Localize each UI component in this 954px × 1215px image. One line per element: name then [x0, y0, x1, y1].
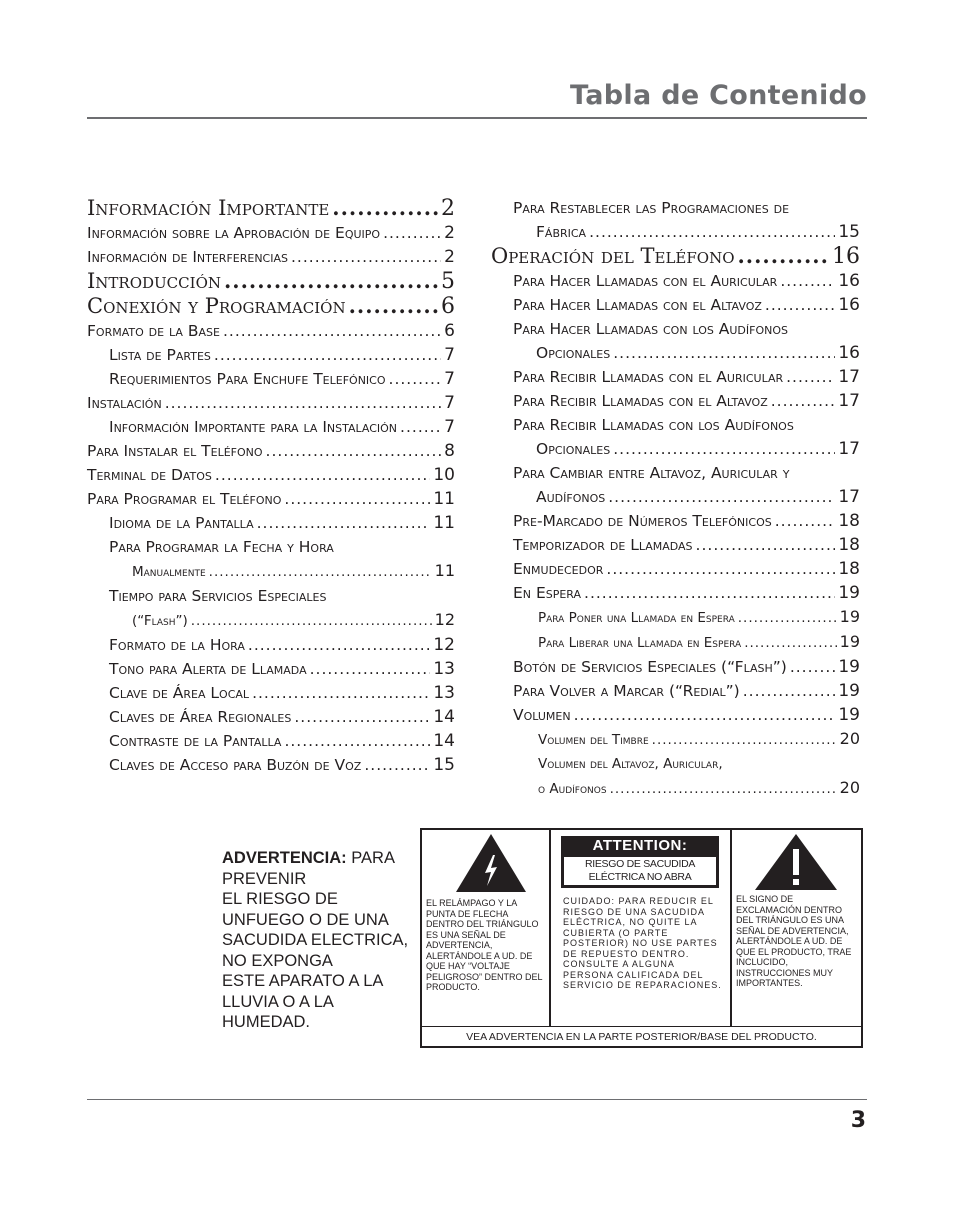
toc-entry — [491, 389, 860, 413]
toc-entry-title: Audífonos — [536, 488, 606, 506]
lightning-triangle-icon — [455, 833, 527, 893]
toc-leader-dots — [584, 581, 835, 605]
toc-entry-page: 7 — [444, 393, 455, 413]
toc-entry-page: 14 — [433, 707, 455, 727]
toc-entry — [87, 415, 455, 439]
toc-entry-page: 2 — [441, 196, 455, 221]
toc-entry — [491, 776, 860, 801]
toc-entry-title: Información Importante — [87, 196, 330, 220]
safety-warning-box — [420, 828, 863, 1048]
toc-entry-page: 16 — [832, 244, 860, 269]
toc-entry-page: 5 — [441, 269, 455, 294]
toc-leader-dots — [608, 485, 835, 509]
lightning-warning-text: EL RELÁMPAGO Y LA PUNTA DE FLECHA DENTRO DEL TRIÁNGULO ES UNA SEÑAL DE ADVERTENCIA, ALERTÁNDOLE A UD. DE QUE HAY “VOLTAJE PELIGROSO” DENTRO DEL PRODUCTO. — [426, 898, 543, 992]
toc-entry — [87, 633, 455, 657]
toc-entry — [491, 727, 860, 752]
toc-entry — [491, 293, 860, 317]
footer-rule — [87, 1099, 867, 1100]
toc-entry-title: Clave de Área Local — [109, 684, 250, 702]
toc-entry — [491, 679, 860, 703]
toc-entry-page: 15 — [433, 755, 455, 775]
toc-entry-title: Tiempo para Servicios Especiales — [109, 587, 327, 605]
toc-entry-page: 20 — [839, 778, 860, 797]
toc-entry — [491, 485, 860, 509]
toc-entry — [491, 317, 860, 341]
toc-leader-dots — [349, 294, 438, 318]
toc-leader-dots — [775, 509, 836, 533]
toc-entry-page: 7 — [444, 417, 455, 437]
toc-leader-dots — [215, 463, 430, 487]
toc-entry-page: 6 — [444, 321, 455, 341]
page-title: Tabla de Contenido — [570, 80, 867, 111]
toc-entry — [491, 630, 860, 655]
toc-entry-page: 8 — [444, 441, 455, 461]
toc-entry-page: 11 — [433, 513, 455, 533]
header-rule — [87, 117, 867, 119]
page-number: 3 — [850, 1108, 866, 1133]
toc-entry — [491, 220, 860, 244]
toc-entry-title: Para Hacer Llamadas con el Altavoz — [513, 296, 762, 314]
toc-entry — [87, 511, 455, 535]
toc-entry-page: 15 — [838, 222, 860, 242]
advertencia-text-3: ESTE APARATO A LA LLUVIA O A LA HUMEDAD. — [222, 972, 383, 1031]
toc-leader-dots — [224, 269, 438, 293]
toc-entry — [491, 655, 860, 679]
toc-entry — [491, 752, 860, 776]
toc-entry-title: Para Recibir Llamadas con el Altavoz — [513, 392, 768, 410]
toc-entry — [491, 196, 860, 220]
toc-leader-dots — [284, 729, 430, 753]
toc-leader-dots — [383, 221, 441, 245]
toc-entry-title: Formato de la Base — [87, 322, 220, 340]
toc-entry — [87, 729, 455, 753]
toc-entry-title: Para Liberar una Llamada en Espera — [538, 635, 742, 651]
toc-entry — [491, 244, 860, 269]
toc-entry-page: 17 — [838, 487, 860, 507]
toc-leader-dots — [613, 437, 835, 461]
toc-right-column — [491, 196, 860, 801]
toc-entry-title: Idioma de la Pantalla — [109, 514, 254, 532]
toc-entry — [87, 221, 455, 245]
toc-entry — [491, 509, 860, 533]
toc-entry-title: Pre-Marcado de Números Telefónicos — [513, 512, 772, 530]
toc-entry — [87, 535, 455, 559]
toc-entry — [491, 269, 860, 293]
toc-entry-title: Para Restablecer las Programaciones de — [513, 199, 790, 217]
toc-entry-page: 19 — [838, 681, 860, 701]
toc-entry — [491, 581, 860, 605]
toc-entry-title: Operación del Teléfono — [491, 244, 735, 268]
toc-leader-dots — [652, 728, 837, 752]
warning-footer: VEA ADVERTENCIA EN LA PARTE POSTERIOR/BASE DEL PRODUCTO. — [422, 1026, 861, 1049]
toc-entry — [87, 705, 455, 729]
toc-entry — [87, 657, 455, 681]
toc-leader-dots — [606, 557, 835, 581]
toc-entry-title: En Espera — [513, 584, 582, 602]
toc-entry-title: Contraste de la Pantalla — [109, 732, 282, 750]
toc-entry — [491, 605, 860, 630]
toc-entry-page: 13 — [433, 659, 455, 679]
toc-leader-dots — [738, 244, 830, 268]
toc-entry-title: o Audífonos — [538, 781, 607, 797]
toc-leader-dots — [780, 269, 835, 293]
toc-entry-page: 6 — [441, 294, 455, 319]
toc-entry-title: Para Volver a Marcar (“Redial”) — [513, 682, 740, 700]
toc-entry-title: Formato de la Hora — [109, 636, 245, 654]
toc-entry — [87, 319, 455, 343]
toc-entry-page: 17 — [838, 439, 860, 459]
toc-entry — [87, 681, 455, 705]
toc-entry-page: 18 — [838, 535, 860, 555]
toc-entry — [87, 245, 455, 269]
toc-leader-dots — [364, 753, 430, 777]
toc-entry-page: 18 — [838, 511, 860, 531]
toc-entry — [87, 463, 455, 487]
toc-leader-dots — [771, 389, 836, 413]
toc-leader-dots — [743, 679, 836, 703]
toc-entry-title: Instalación — [87, 394, 162, 412]
toc-entry-page: 19 — [838, 583, 860, 603]
toc-entry-title: Manualmente — [132, 564, 206, 580]
toc-leader-dots — [214, 343, 441, 367]
toc-entry-page: 20 — [839, 729, 860, 748]
toc-entry-title: Volumen del Timbre — [538, 732, 649, 748]
toc-leader-dots — [248, 633, 430, 657]
toc-entry-title: Información sobre la Aprobación de Equipo — [87, 224, 381, 242]
toc-leader-dots — [209, 560, 432, 584]
toc-entry-title: Lista de Partes — [109, 346, 211, 364]
toc-entry-title: Para Programar el Teléfono — [87, 490, 282, 508]
toc-entry-page: 11 — [433, 489, 455, 509]
toc-leader-dots — [165, 391, 441, 415]
toc-entry-title: Para Cambiar entre Altavoz, Auricular y — [513, 464, 790, 482]
toc-entry-title: Conexión y Programación — [87, 294, 346, 318]
toc-entry — [87, 269, 455, 294]
exclamation-warning-cell — [732, 830, 863, 1026]
toc-leader-dots — [284, 487, 430, 511]
toc-entry-title: (“Flash”) — [132, 613, 188, 629]
toc-entry-page: 17 — [838, 391, 860, 411]
attention-subtitle: RIESGO DE SACUDIDA ELÉCTRICA NO ABRA — [564, 857, 716, 885]
toc-leader-dots — [744, 631, 836, 655]
toc-entry-page: 17 — [838, 367, 860, 387]
toc-entry-page: 12 — [433, 635, 455, 655]
toc-entry-page: 19 — [839, 607, 860, 626]
toc-leader-dots — [613, 341, 835, 365]
toc-entry-page: 2 — [444, 247, 455, 267]
toc-entry-title: Para Poner una Llamada en Espera — [538, 610, 735, 626]
toc-entry-page: 16 — [838, 271, 860, 291]
toc-entry-page: 19 — [838, 705, 860, 725]
toc-entry — [87, 584, 455, 608]
toc-entry-title: Información Importante para la Instalación — [109, 418, 398, 436]
toc-entry-page: 19 — [839, 632, 860, 651]
toc-entry-title: Para Recibir Llamadas con el Auricular — [513, 368, 784, 386]
toc-entry — [87, 559, 455, 584]
toc-entry-title: Botón de Servicios Especiales (“Flash”) — [513, 658, 787, 676]
toc-entry — [87, 608, 455, 633]
advertencia-label: ADVERTENCIA: — [222, 849, 347, 867]
toc-entry-title: Fábrica — [536, 223, 587, 241]
toc-leader-dots — [574, 703, 836, 727]
toc-entry-title: Enmudecedor — [513, 560, 604, 578]
toc-entry-title: Para Programar la Fecha y Hora — [109, 538, 334, 556]
toc-leader-dots — [765, 293, 835, 317]
toc-leader-dots — [589, 220, 835, 244]
toc-entry-page: 19 — [838, 657, 860, 677]
toc-entry-page: 14 — [433, 731, 455, 751]
toc-entry — [491, 437, 860, 461]
toc-entry — [491, 413, 860, 437]
toc-leader-dots — [294, 705, 430, 729]
toc-leader-dots — [291, 245, 441, 269]
toc-entry-page: 7 — [444, 345, 455, 365]
toc-leader-dots — [389, 367, 442, 391]
toc-entry-title: Información de Interferencias — [87, 248, 288, 266]
toc-entry-page: 2 — [444, 223, 455, 243]
toc-entry-title: Opcionales — [536, 344, 611, 362]
toc-entry-title: Requerimientos Para Enchufe Telefónico — [109, 370, 386, 388]
toc-entry-title: Terminal de Datos — [87, 466, 212, 484]
toc-entry — [87, 753, 455, 777]
toc-entry — [87, 343, 455, 367]
toc-leader-dots — [310, 657, 431, 681]
toc-entry — [87, 196, 455, 221]
attention-label — [561, 836, 719, 888]
toc-leader-dots — [400, 415, 441, 439]
toc-entry — [491, 341, 860, 365]
toc-entry-title: Opcionales — [536, 440, 611, 458]
toc-entry-title: Introducción — [87, 269, 221, 293]
toc-entry-page: 18 — [838, 559, 860, 579]
attention-title: ATTENTION: — [592, 837, 688, 854]
toc-entry-page: 10 — [433, 465, 455, 485]
toc-entry — [491, 533, 860, 557]
toc-entry-title: Para Hacer Llamadas con el Auricular — [513, 272, 778, 290]
toc-entry-title: Volumen del Altavoz, Auricular, — [538, 756, 723, 772]
toc-entry-page: 16 — [838, 343, 860, 363]
toc-entry — [491, 557, 860, 581]
toc-leader-dots — [257, 511, 431, 535]
toc-entry-page: 11 — [434, 561, 455, 580]
toc-leader-dots — [332, 196, 438, 220]
toc-entry-title: Claves de Área Regionales — [109, 708, 292, 726]
advertencia-text-1: PARA PREVENIR — [222, 849, 395, 888]
toc-entry — [87, 391, 455, 415]
toc-leader-dots — [738, 606, 837, 630]
advertencia-text-2: EL RIESGO DE UNFUEGO O DE UNA SACUDIDA ELECTRICA, NO EXPONGA — [222, 890, 409, 970]
advertencia-notice — [222, 848, 412, 1033]
toc-entry — [87, 439, 455, 463]
toc-leader-dots — [790, 655, 836, 679]
toc-entry-page: 12 — [434, 610, 455, 629]
toc-entry-title: Claves de Acceso para Buzón de Voz — [109, 756, 362, 774]
toc-entry — [87, 487, 455, 511]
toc-leader-dots — [252, 681, 430, 705]
toc-left-column — [87, 196, 455, 777]
toc-leader-dots — [786, 365, 835, 389]
exclamation-triangle-icon — [754, 833, 838, 891]
toc-entry-page: 7 — [444, 369, 455, 389]
toc-entry-title: Volumen — [513, 706, 571, 724]
toc-entry-title: Para Recibir Llamadas con los Audífonos — [513, 416, 794, 434]
toc-entry-title: Para Instalar el Teléfono — [87, 442, 263, 460]
toc-leader-dots — [191, 609, 432, 633]
caution-cell — [551, 830, 732, 1026]
toc-entry — [87, 294, 455, 319]
toc-entry-title: Para Hacer Llamadas con los Audífonos — [513, 320, 788, 338]
exclamation-warning-text: EL SIGNO DE EXCLAMACIÓN DENTRO DEL TRIÁNGULO ES UNA SEÑAL DE ADVERTENCIA, ALERTÁNDOLE A UD. DE QUE EL PRODUCTO, TRAE INCLUCIDO, INSTRUCCIONES MUY IMPORTANTES. — [736, 894, 852, 988]
lightning-warning-cell — [422, 830, 551, 1026]
toc-leader-dots — [266, 439, 442, 463]
toc-entry-title: Temporizador de Llamadas — [513, 536, 693, 554]
toc-entry-title: Tono para Alerta de Llamada — [109, 660, 307, 678]
toc-leader-dots — [696, 533, 836, 557]
toc-entry — [491, 365, 860, 389]
toc-entry-page: 16 — [838, 295, 860, 315]
toc-entry — [491, 461, 860, 485]
toc-entry-page: 13 — [433, 683, 455, 703]
toc-entry — [87, 367, 455, 391]
caution-text: CUIDADO: PARA REDUCIR EL RIESGO DE UNA SACUDIDA ELÉCTRICA, NO QUITE LA CUBIERTA (O PARTE POSTERIOR) NO USE PARTES DE REPUESTO DENTRO. CONSULTE A ALGUNA PERSONA CALIFICADA DEL SERVICIO DE REPARACIONES. — [563, 896, 722, 990]
toc-leader-dots — [223, 319, 441, 343]
toc-entry — [491, 703, 860, 727]
toc-leader-dots — [610, 777, 837, 801]
